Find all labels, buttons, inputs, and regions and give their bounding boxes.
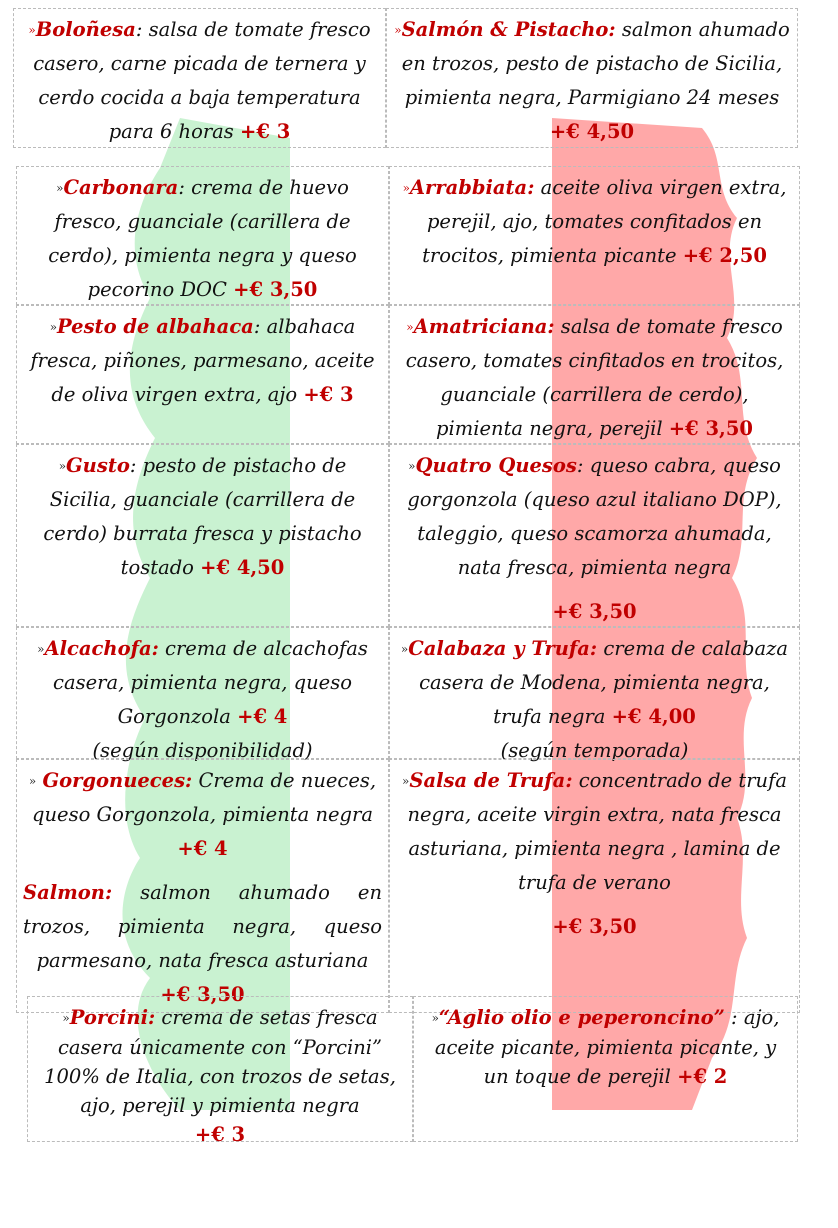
bullet-icon: » [49, 320, 58, 334]
menu-item-pesto [16, 305, 389, 444]
item-price: +€ 3,50 [552, 600, 637, 623]
menu-item-gusto [16, 444, 389, 627]
item-price: +€ 3,50 [668, 417, 753, 440]
item-note: (según disponibilidad) [92, 739, 313, 762]
bullet-icon: » [62, 1011, 70, 1025]
menu-item-alcachofa [16, 627, 389, 762]
item-description: concentrado de trufa negra, aceite virgin extra, nata fresca asturiana, pimienta negra , lamina de trufa de verano [407, 769, 787, 894]
menu-item-gorgonueces-salmon [16, 759, 389, 1013]
menu-item-quattro-quesos [389, 444, 800, 627]
item-description: : ajo, aceite picante, pimienta picante, y un toque de perejil [434, 1006, 780, 1088]
item-description: salmon ahumado en trozos, pimienta negra, queso parmesano, nata fresca asturiana [23, 881, 382, 972]
bullet-icon: » [58, 459, 67, 473]
item-name: Calabaza y Trufa: [408, 637, 598, 660]
item-price: +€ 4,50 [549, 120, 635, 143]
item-name: Porcini: [69, 1006, 156, 1029]
item-name: Carbonara [63, 176, 179, 199]
menu-item-salmon-pistacho [386, 8, 798, 148]
menu-item-bolonesa [13, 8, 386, 148]
item-price: +€ 2 [677, 1065, 728, 1088]
item-description: crema de setas fresca casera únicamente con “Porcini” 100% de Italia, con trozos de setas, ajo, perejil y pimienta negra [44, 1006, 396, 1117]
menu-item-arrabbiata [389, 166, 800, 305]
item-name: Gorgonueces: [42, 769, 193, 792]
bullet-icon: » [28, 23, 36, 37]
item-name: Salmón & Pistacho: [401, 18, 616, 41]
menu-item-salsa-trufa [389, 759, 800, 1013]
bullet-icon: » [431, 1011, 439, 1025]
item-price: +€ 4,00 [611, 705, 696, 728]
item-description: : queso cabra, queso gorgonzola (queso azul italiano DOP), taleggio, queso scamorza ahumada, nata fresca, pimienta negra [407, 454, 782, 579]
item-description: : crema de huevo fresco, guanciale (carillera de cerdo), pimienta negra y queso pecorino DOC [48, 176, 357, 301]
item-description: : salsa de tomate fresco casero, carne picada de ternera y cerdo cocida a baja temperatura para 6 horas [33, 18, 371, 143]
bullet-icon: » [406, 320, 414, 334]
item-description: aceite oliva virgen extra, perejil, ajo, tomates confitados en trocitos, pimienta picante [422, 176, 787, 267]
item-description: Crema de nueces, queso Gorgonzola, pimienta negra [32, 769, 377, 826]
bullet-icon: » [37, 642, 45, 656]
menu-item-calabaza-trufa [389, 627, 800, 762]
item-name: Quatro Quesos [415, 454, 577, 477]
item-description: : albahaca fresca, piñones, parmesano, aceite de oliva virgen extra, ajo [30, 315, 375, 406]
item-name: “Aglio olio e peperoncino” [438, 1006, 725, 1029]
item-price: +€ 4 [237, 705, 288, 728]
bullet-icon: » [408, 459, 416, 473]
bullet-icon: » [400, 642, 409, 656]
item-name: Alcachofa: [44, 637, 159, 660]
item-description: salsa de tomate fresco casero, tomates cinfitados en trocitos, guanciale (carrillera de cerdo), pimienta negra, perejil [405, 315, 784, 440]
item-name: Boloñesa [35, 18, 136, 41]
item-note: (según temporada) [500, 739, 689, 762]
item-price: +€ 3 [194, 1123, 246, 1146]
item-description: salmon ahumado en trozos, pesto de pistacho de Sicilia, pimienta negra, Parmigiano 24 meses [401, 18, 790, 109]
item-price: +€ 3,50 [233, 278, 318, 301]
item-name: Pesto de albahaca [57, 315, 254, 338]
bullet-icon: » [402, 774, 410, 788]
item-name: Amatriciana: [413, 315, 555, 338]
menu-item-aglio-olio [413, 996, 798, 1142]
menu-item-porcini [27, 996, 413, 1146]
item-price: +€ 3,50 [552, 915, 637, 938]
item-description: crema de alcachofas casera, pimienta negra, queso Gorgonzola [53, 637, 368, 728]
item-name: Salsa de Trufa: [409, 769, 573, 792]
item-price: +€ 4 [177, 837, 228, 860]
menu-item-carbonara [16, 166, 389, 305]
item-price: +€ 3 [303, 383, 354, 406]
item-price: +€ 3,50 [160, 983, 245, 1006]
item-name: Arrabbiata: [409, 176, 535, 199]
item-name: Gusto [66, 454, 130, 477]
menu-item-amatriciana [389, 305, 800, 444]
item-description: crema de calabaza casera de Modena, pimienta negra, trufa negra [419, 637, 789, 728]
item-price: +€ 4,50 [200, 556, 285, 579]
bullet-icon: » [56, 181, 64, 195]
item-price: +€ 2,50 [682, 244, 767, 267]
bullet-icon: » [402, 181, 410, 195]
menu-item-salmon [23, 876, 382, 1012]
bullet-icon: » [28, 774, 37, 788]
bullet-icon: » [394, 23, 402, 37]
item-name: Salmon: [23, 881, 113, 904]
item-price: +€ 3 [240, 120, 291, 143]
item-description: : pesto de pistacho de Sicilia, guanciale (carrillera de cerdo) burrata fresca y pistacho tostado [43, 454, 362, 579]
